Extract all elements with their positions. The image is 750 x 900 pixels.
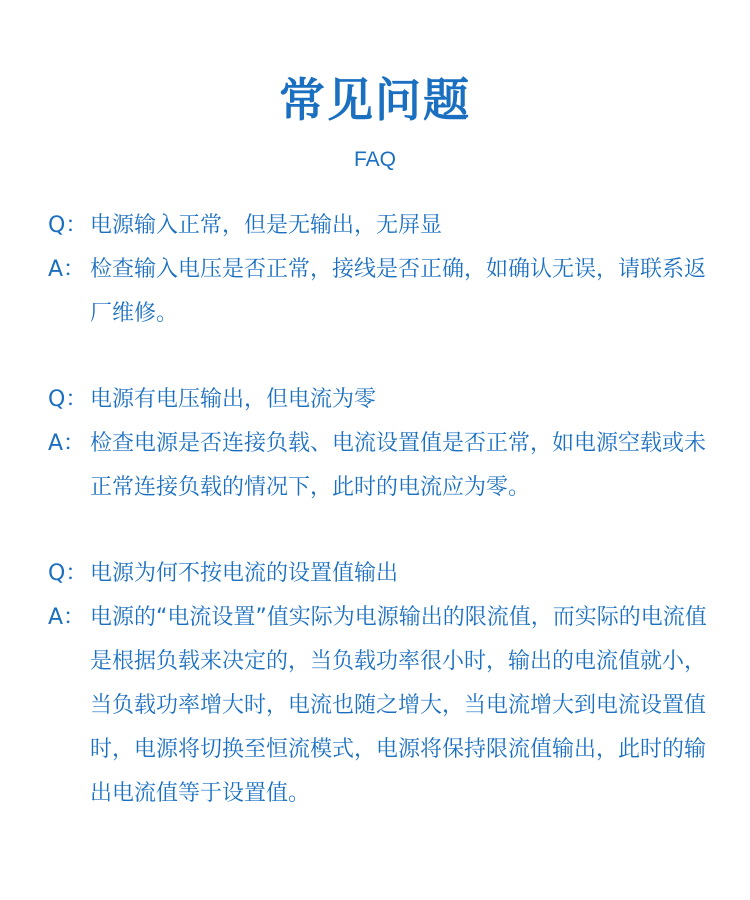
faq-answer-row <box>48 248 718 336</box>
faq-answer-row <box>48 596 718 816</box>
faq-question-row <box>48 552 718 596</box>
question-label: Q： <box>48 561 88 586</box>
question-label: Q： <box>48 213 88 238</box>
answer-text: 检查电源是否连接负载、电流设置值是否正常，如电源空载或未正常连接负载的情况下，此时的电流应为零。 <box>90 431 707 500</box>
page-title: 常见问题 <box>279 73 471 127</box>
question-text: 电源输入正常，但是无输出，无屏显 <box>90 213 443 238</box>
question-text: 电源为何不按电流的设置值输出 <box>90 561 399 586</box>
faq-answer-row <box>48 422 718 510</box>
answer-label: A： <box>48 605 86 630</box>
answer-text: 电源的“电流设置”值实际为电源输出的限流值，而实际的电流值是根据负载来决定的，当负载功率很小时，输出的电流值就小，当负载功率增大时，电流也随之增大，当电流增大到电流设置值时，电源将切换至恒流模式，电源将保持限流值输出，此时的输出电流值等于设置值。 <box>90 605 707 806</box>
question-text: 电源有电压输出，但电流为零 <box>90 387 377 412</box>
answer-label: A： <box>48 431 86 456</box>
answer-text: 检查输入电压是否正常，接线是否正确，如确认无误，请联系返厂维修。 <box>90 257 707 326</box>
faq-question-row <box>48 204 718 248</box>
faq-item-2 <box>48 378 718 510</box>
faq-item-1 <box>48 204 718 336</box>
answer-label: A： <box>48 257 86 282</box>
faq-question-row <box>48 378 718 422</box>
page-subtitle: FAQ <box>353 148 396 171</box>
question-label: Q： <box>48 387 88 412</box>
faq-item-3 <box>48 552 718 816</box>
